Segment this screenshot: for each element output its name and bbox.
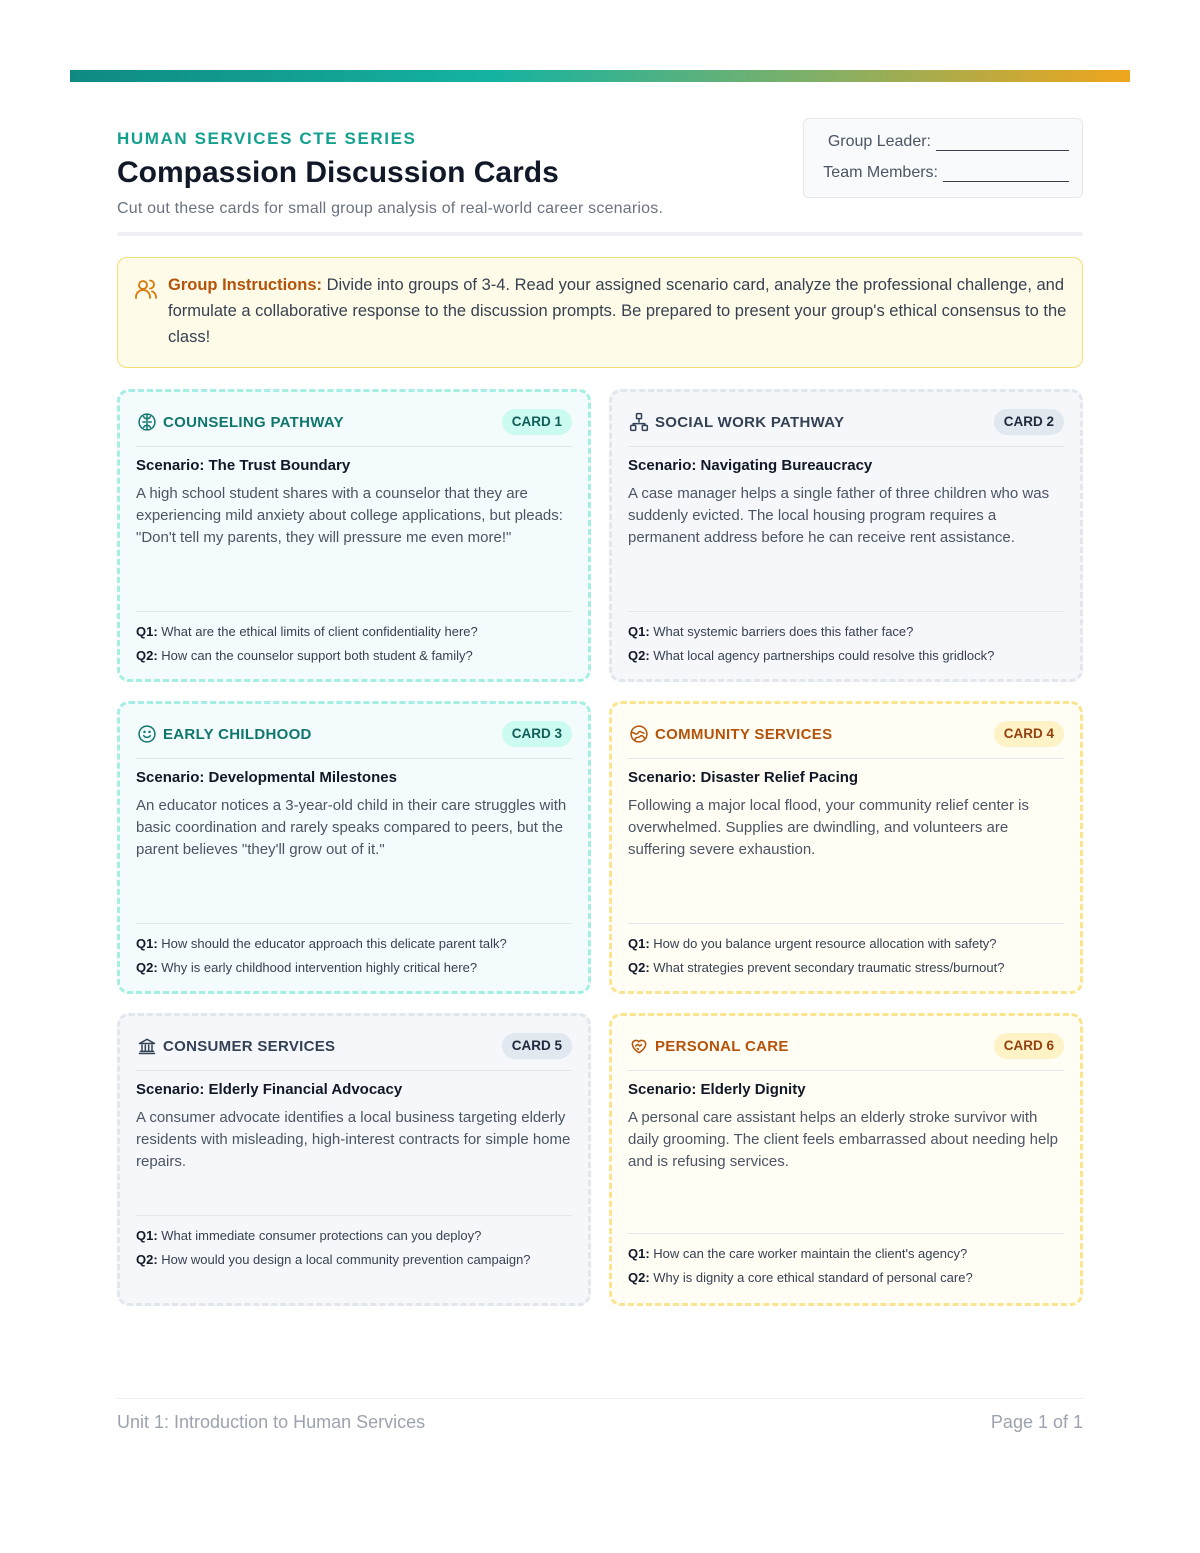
scenario-card-4 [609,701,1083,994]
group-leader-row [828,133,1069,151]
card-questions [628,1233,1064,1291]
globe-icon [629,724,649,744]
card-scenario-title: Scenario: Elderly Financial Advocacy [136,1081,403,1098]
page-footer [117,1398,1083,1432]
card-header [136,1033,572,1071]
card-header [136,721,572,759]
group-leader-label: Group Leader: [827,133,931,150]
page-subtitle: Cut out these cards for small group analysis of real-world career scenarios. [117,200,664,217]
series-label: HUMAN SERVICES CTE SERIES [117,129,417,148]
card-question-1: Q1: What immediate consumer protections can you deploy? [136,1228,482,1243]
network-icon [629,412,649,432]
page-title: Compassion Discussion Cards [117,156,559,189]
card-category: EARLY CHILDHOOD [163,726,312,743]
card-questions [136,611,572,669]
scenario-card-5 [117,1013,591,1306]
card-question-2: Q2: Why is early childhood intervention highly critical here? [136,959,478,975]
card-badge: CARD 3 [502,721,572,747]
brain-icon [137,412,157,432]
worksheet-header [117,118,1083,234]
card-category: COUNSELING PATHWAY [163,414,344,431]
card-question-2: Q2: Why is dignity a core ethical standard of personal care? [628,1269,973,1285]
card-scenario-body: A consumer advocate identifies a local business targeting elderly residents with misleading, high-interest contracts for simple home repairs. [136,1109,571,1170]
bank-icon [137,1036,157,1056]
card-question-2: Q2: How would you design a local community prevention campaign? [136,1251,531,1267]
group-leader-blank[interactable] [936,135,1069,151]
users-icon [134,277,158,301]
team-members-row [823,164,1069,182]
card-scenario-title: Scenario: Navigating Bureaucracy [628,457,873,474]
smile-icon [137,724,157,744]
scenario-card-3 [117,701,591,994]
card-badge: CARD 1 [502,409,572,435]
card-questions [628,611,1064,669]
card-questions [136,1215,572,1273]
card-question-2: Q2: What local agency partnerships could resolve this gridlock? [628,647,995,663]
card-scenario-title: Scenario: The Trust Boundary [136,457,351,474]
top-accent-bar [70,70,1130,82]
card-header [628,721,1064,759]
instructions-text [168,272,1073,350]
card-question-2: Q2: What strategies prevent secondary traumatic stress/burnout? [628,959,1005,975]
card-header [628,409,1064,447]
scenario-card-1 [117,389,591,682]
card-scenario-body: A personal care assistant helps an elderly stroke survivor with daily grooming. The client feels embarrassed about needing help and is refusing services. [628,1109,1058,1170]
card-scenario-body: A high school student shares with a counselor that they are experiencing mild anxiety about college applications, but pleads: "Don't tell my parents, they will pressure me even more!" [136,485,563,546]
card-question-2: Q2: How can the counselor support both student & family? [136,647,473,663]
card-scenario-body: A case manager helps a single father of three children who was suddenly evicted. The local housing program requires a permanent address before he can receive rent assistance. [628,485,1050,546]
instructions-body: Divide into groups of 3-4. Read your assigned scenario card, analyze the professional challenge, and formulate a collaborative response to the discussion prompts. Be prepared to present your group's ethical consensus to the class! [168,276,1067,346]
card-badge: CARD 6 [994,1033,1064,1059]
card-question-1: Q1: What are the ethical limits of client confidentiality here? [136,624,478,639]
card-questions [136,923,572,981]
card-scenario-title: Scenario: Developmental Milestones [136,769,397,786]
footer-unit: Unit 1: Introduction to Human Services [117,1412,426,1432]
scenario-card-6 [609,1013,1083,1306]
card-category: PERSONAL CARE [655,1038,789,1055]
card-question-1: Q1: What systemic barriers does this father face? [628,624,914,639]
instructions-lead: Group Instructions: [168,276,322,294]
instructions-box [117,257,1083,368]
card-question-1: Q1: How should the educator approach this delicate parent talk? [136,936,507,951]
card-badge: CARD 4 [994,721,1064,747]
card-badge: CARD 2 [994,409,1064,435]
card-category: CONSUMER SERVICES [163,1038,336,1055]
team-members-label: Team Members: [823,164,938,181]
card-header [628,1033,1064,1071]
heart-handshake-icon [629,1036,649,1056]
scenario-card-2 [609,389,1083,682]
card-scenario-title: Scenario: Elderly Dignity [628,1081,806,1098]
card-scenario-body: An educator notices a 3-year-old child in their care struggles with basic coordination and rarely speaks compared to peers, but the parent believes "they'll grow out of it." [136,797,567,858]
team-members-blank[interactable] [943,166,1069,182]
card-scenario-title: Scenario: Disaster Relief Pacing [628,769,859,786]
footer-page-number: Page 1 of 1 [990,1412,1083,1432]
card-question-1: Q1: How can the care worker maintain the client's agency? [628,1246,968,1261]
group-sign-box [803,118,1083,198]
card-header [136,409,572,447]
card-category: COMMUNITY SERVICES [655,726,833,743]
header-divider [117,232,1083,236]
card-questions [628,923,1064,981]
card-question-1: Q1: How do you balance urgent resource allocation with safety? [628,936,997,951]
card-category: SOCIAL WORK PATHWAY [655,414,845,431]
card-scenario-body: Following a major local flood, your community relief center is overwhelmed. Supplies are dwindling, and volunteers are suffering severe exhaustion. [628,797,1029,858]
card-badge: CARD 5 [502,1033,572,1059]
